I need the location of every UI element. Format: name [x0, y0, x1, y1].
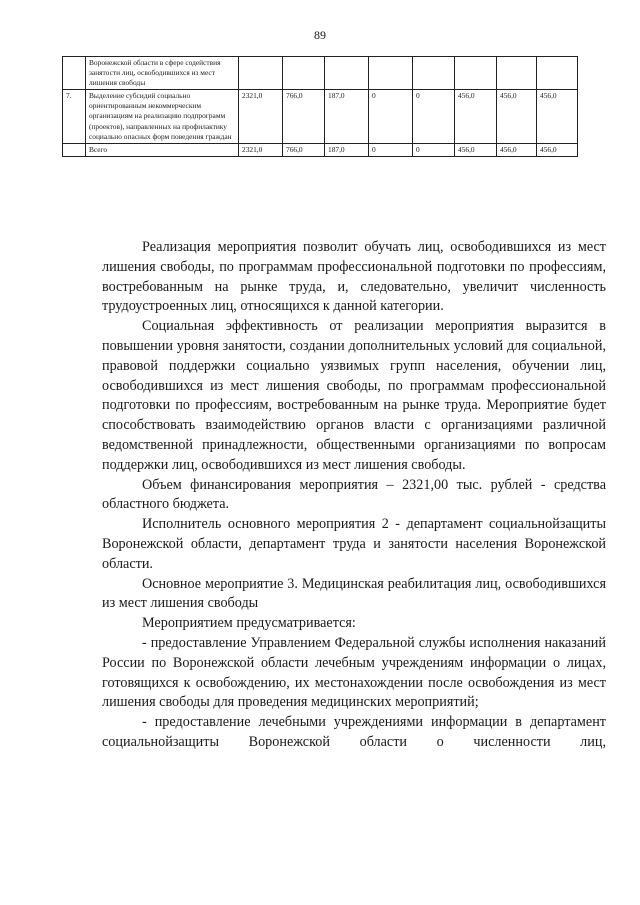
section-heading: Основное мероприятие 3. Медицинская реабилитация лиц, освободившихся из мест лишения свободы — [102, 575, 606, 612]
cell-value: 456,0 — [455, 143, 497, 156]
paragraph: Исполнитель основного мероприятия 2 - департамент социальнойзащиты Воронежской области, департамент труда и занятости населения Воронежской области. — [102, 516, 606, 572]
list-item: - предоставление лечебными учреждениями информации в департамент социальнойзащиты Воронежской области о численности лиц, — [102, 714, 606, 750]
cell-value — [413, 57, 455, 90]
cell-value: 2321,0 — [239, 143, 283, 156]
cell-value — [239, 57, 283, 90]
cell-value: 0 — [413, 143, 455, 156]
row-number: 7. — [63, 90, 86, 143]
page-number: 89 — [314, 28, 326, 42]
cell-value: 456,0 — [497, 143, 537, 156]
cell-value: 2321,0 — [239, 90, 283, 143]
cell-value: 456,0 — [497, 90, 537, 143]
cell-value — [283, 57, 325, 90]
paragraph: Мероприятием предусматривается: — [142, 615, 356, 632]
cell-value: 456,0 — [455, 90, 497, 143]
cell-value — [455, 57, 497, 90]
body-text — [102, 238, 606, 753]
cell-value: 456,0 — [537, 143, 578, 156]
row-number — [63, 143, 86, 156]
table-row — [63, 57, 578, 90]
row-number — [63, 57, 86, 90]
paragraph: Социальная эффективность от реализации мероприятия выразится в повышении уровня занятости, создании дополнительных условий для социальной, правовой поддержки социально уязвимых групп населения, обучении лиц, освободившихся из мест лишения свободы, по программам профессиональной подготовки по профессиям, востребованным на рынке труда. Мероприятие будет способствовать взаимодействию органов власти с организациями различной ведомственной принадлежности, общественными организациями по вопросам поддержки лиц, освободившихся из мест лишения свободы. — [102, 318, 606, 473]
cell-value: 0 — [369, 143, 413, 156]
cell-value — [369, 57, 413, 90]
row-name: Воронежской области в сфере содействия занятости лиц, освободившихся из мест лишения свободы — [86, 57, 239, 90]
budget-table — [62, 56, 578, 157]
row-name: Выделение субсидий социально ориентированным некоммерческим организациям на реализацию подпрограмм (проектов), направленных на профилактику социально опасных форм поведения граждан — [86, 90, 239, 143]
list-item: - предоставление Управлением Федеральной службы исполнения наказаний России по Воронежской области лечебным учреждениям информации о лицах, готовящихся к освобождению, их местонахождении после освобождения из мест лишения свободы для проведения медицинских мероприятий; — [102, 634, 606, 711]
cell-value: 0 — [369, 90, 413, 143]
table-row-total — [63, 143, 578, 156]
cell-value — [497, 57, 537, 90]
paragraph: Объем финансирования мероприятия – 2321,00 тыс. рублей - средства областного бюджета. — [102, 476, 606, 513]
cell-value: 187,0 — [325, 143, 369, 156]
cell-value: 766,0 — [283, 143, 325, 156]
cell-value: 766,0 — [283, 90, 325, 143]
cell-value: 456,0 — [537, 90, 578, 143]
row-name: Всего — [86, 143, 239, 156]
paragraph: Реализация мероприятия позволит обучать лиц, освободившихся из мест лишения свободы, по программам профессиональной подготовки по профессиям, востребованным на рынке труда, и, следовательно, увеличит численность трудоустроенных лиц, относящихся к данной категории. — [102, 239, 606, 315]
cell-value: 187,0 — [325, 90, 369, 143]
table-row — [63, 90, 578, 143]
cell-value: 0 — [413, 90, 455, 143]
cell-value — [537, 57, 578, 90]
cell-value — [325, 57, 369, 90]
